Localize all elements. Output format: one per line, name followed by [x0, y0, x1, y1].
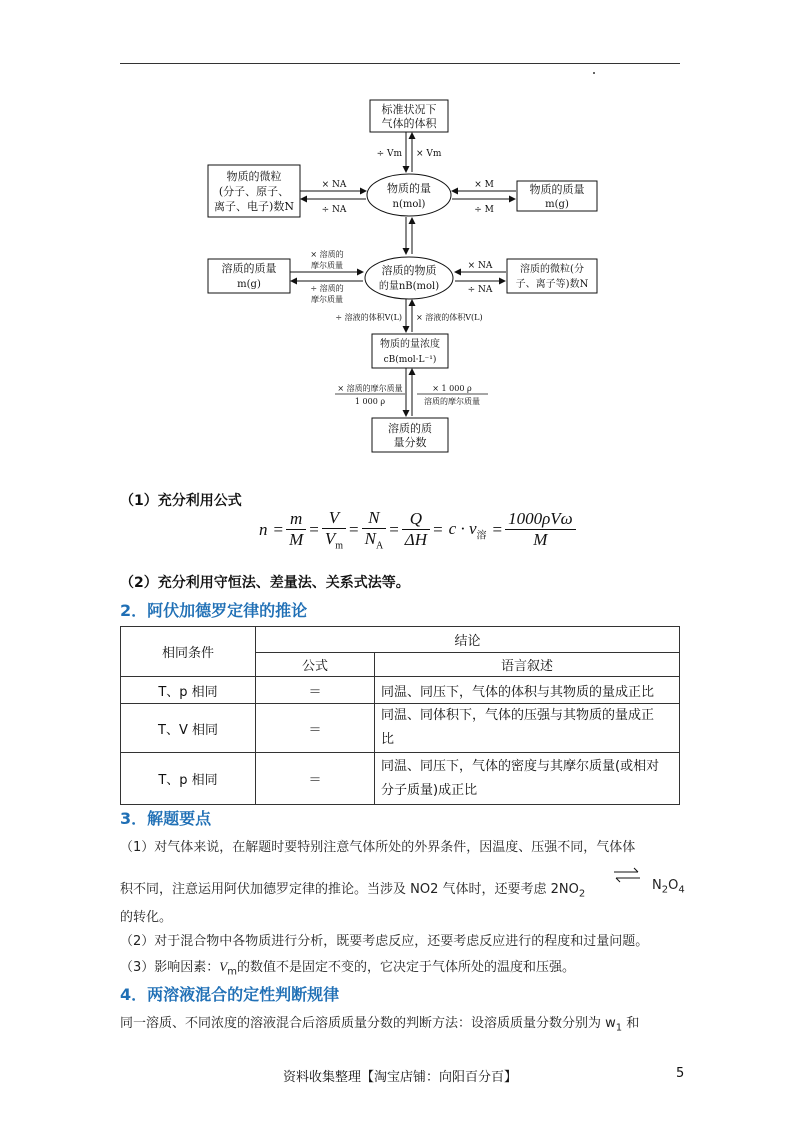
avogadro-table: [120, 626, 680, 805]
key-point-1-line3: 的转化。: [120, 910, 173, 925]
mixing-tail: 和: [622, 1016, 640, 1031]
formula-Vm-base: V: [324, 529, 336, 548]
solute-amount-ellipse-line1: 溶质的物质: [381, 264, 437, 277]
label-div-vm: ÷ Vm: [376, 149, 402, 159]
mass-fraction-box-line1: 溶质的质: [388, 422, 432, 435]
table-cell-condition: T、p 相同: [121, 677, 256, 704]
formula-NA-base: N: [364, 529, 376, 548]
label-conv-right-den: 溶质的摩尔质量: [424, 397, 480, 406]
solute-particle-box-line2: 子、离子等)数N: [515, 279, 589, 290]
equilibrium-arrow-icon: [612, 866, 642, 886]
table-row: [121, 677, 680, 704]
statement-line: 分子质量)成正比: [381, 782, 478, 798]
formula-n: [256, 508, 576, 551]
label-mul-na: × NA: [321, 180, 347, 190]
header-dot: [593, 72, 595, 74]
mass-box-line2: m(g): [545, 199, 569, 210]
table-cell-statement: [375, 704, 680, 753]
formula-NA: [362, 529, 387, 551]
table-cell-statement: [375, 677, 680, 704]
amount-ellipse-line2: n(mol): [392, 199, 426, 210]
mixing-paragraph: [120, 1012, 639, 1034]
particle-box-line1: 物质的微粒: [226, 170, 282, 183]
label-mul-molar-1: × 溶质的: [310, 250, 344, 259]
mixing-text: 同一溶质、不同浓度的溶液混合后溶质质量分数的判断方法：设溶质质量分数分别为 w: [120, 1016, 616, 1031]
table-cell-formula: ＝: [256, 704, 375, 753]
section-title-mixing: 4．两溶液混合的定性判断规律: [120, 985, 340, 1004]
mass-fraction-box-line2: 量分数: [393, 436, 427, 449]
section-title-avogadro: 2．阿伏加德罗定律的推论: [120, 601, 308, 620]
formula-NA-sub: A: [375, 540, 384, 552]
formula-eq-5: =: [433, 519, 443, 539]
table-cell-condition: T、p 相同: [121, 753, 256, 805]
table-cell-statement: [375, 753, 680, 805]
formula-frac-qdh: [402, 509, 430, 550]
table-header-statement: 语言叙述: [375, 653, 680, 677]
key-point-1-line1: （1）对气体来说，在解题时要特别注意气体所处的外界条件，因温度、压强不同，气体体: [120, 840, 636, 855]
concentration-box-line1: 物质的量浓度: [380, 339, 440, 350]
species-n-sub: 2: [661, 884, 669, 896]
section-title-key-points: 3．解题要点: [120, 809, 212, 828]
key-point-3-post: 的数值不是固定不变的，它决定于气体所处的温度和压强。: [236, 960, 575, 975]
formula-m: m: [286, 509, 306, 530]
formula-cv-sub: 溶: [476, 529, 487, 541]
label-mul-vol: × 溶液的体积V(L): [416, 313, 483, 322]
solute-mass-box-line2: m(g): [237, 279, 261, 290]
statement-line: 同温、同压下，气体的密度与其摩尔质量(或相对: [381, 758, 660, 774]
label-conv-left-den: 1 000 ρ: [354, 397, 386, 406]
formula-Vm-sub: m: [335, 540, 344, 552]
mixing-sub: 1: [615, 1022, 623, 1034]
label-div-vol: ÷ 溶液的体积V(L): [335, 313, 402, 322]
volume-box-line1: 标准状况下: [381, 103, 437, 116]
key-point-1-species: [652, 878, 685, 896]
concentration-box-line2: cB(mol·L⁻¹): [383, 355, 437, 365]
formula-dH: ΔH: [404, 530, 428, 550]
item-use-formula: （1）充分利用公式: [120, 493, 242, 509]
particle-box-line2: (分子、原子、: [218, 185, 290, 198]
label-div-molar-1: ÷ 溶质的: [310, 284, 344, 293]
statement-line: 同温、同压下，气体的体积与其物质的量成正比: [381, 684, 655, 700]
species-o: O: [668, 878, 679, 893]
formula-Vm: [322, 529, 346, 551]
label-mul-na2: × NA: [467, 261, 493, 271]
label-mul-m: × M: [474, 180, 494, 190]
formula-V: V: [322, 508, 346, 529]
solute-particle-box-line1: 溶质的微粒(分: [520, 264, 584, 275]
statement-line: 同温、同体积下，气体的压强与其物质的量成正: [381, 708, 655, 723]
page-number: 5: [676, 1066, 685, 1081]
table-cell-formula: ＝: [256, 753, 375, 805]
particle-box-line3: 离子、电子)数N: [214, 200, 294, 213]
header-rule: [120, 63, 680, 64]
label-div-m: ÷ M: [474, 205, 494, 215]
formula-Q: Q: [402, 509, 430, 530]
mass-box-line1: 物质的质量: [529, 183, 585, 196]
volume-box-line2: 气体的体积: [381, 117, 437, 130]
formula-eq-3: =: [349, 519, 359, 539]
formula-eq-6: =: [492, 519, 503, 539]
formula-big-den: M: [533, 530, 548, 550]
formula-frac-big: [505, 509, 576, 550]
formula-N: N: [362, 508, 387, 529]
table-header-condition: 相同条件: [121, 627, 256, 677]
label-div-na2: ÷ NA: [467, 285, 493, 295]
formula-big-num: 1000ρVω: [505, 509, 576, 530]
table-row: [121, 704, 680, 753]
label-conv-right-num: × 1 000 ρ: [432, 384, 472, 393]
footer-text: 资料收集整理【淘宝店铺：向阳百分百】: [282, 1070, 517, 1085]
formula-frac-nna: [362, 508, 387, 551]
label-mul-vm: × Vm: [416, 149, 442, 159]
formula-eq-4: =: [389, 519, 399, 539]
table-header-row-1: [121, 627, 680, 653]
amount-ellipse-line1: 物质的量: [387, 182, 431, 195]
formula-M: M: [289, 530, 304, 550]
formula-cv-base: c · v: [448, 518, 477, 538]
table-cell-condition: T、V 相同: [121, 704, 256, 753]
key-point-1-line2: [120, 878, 585, 900]
species-n: N: [652, 878, 662, 893]
table-row: [121, 753, 680, 805]
table-cell-formula: ＝: [256, 677, 375, 704]
item-conservation-methods: （2）充分利用守恒法、差量法、关系式法等。: [120, 575, 410, 591]
formula-eq-2: =: [309, 519, 319, 539]
formula-frac-mM: [286, 509, 306, 550]
solute-amount-ellipse-line2: 的量nB(mol): [378, 281, 440, 292]
key-point-3: [120, 956, 575, 978]
formula-cv: [449, 519, 487, 541]
table-header-formula: 公式: [256, 653, 375, 677]
key-point-3-pre: （3）影响因素：: [120, 960, 220, 975]
key-point-3-v: V: [219, 959, 228, 974]
label-conv-left-num: × 溶质的摩尔质量: [337, 384, 403, 393]
formula-var-n: n: [259, 519, 268, 539]
statement-line: 比: [381, 732, 395, 747]
label-mul-molar-2: 摩尔质量: [311, 261, 343, 270]
label-div-na: ÷ NA: [321, 205, 347, 215]
table-header-conclusion: 结论: [256, 627, 680, 653]
formula-frac-vvm: [322, 508, 346, 551]
label-div-molar-2: 摩尔质量: [311, 295, 343, 304]
key-point-2: （2）对于混合物中各物质进行分析，既要考虑反应，还要考虑反应进行的程度和过量问题。: [120, 934, 649, 949]
conversion-diagram: [200, 92, 620, 457]
key-point-1-text: 积不同，注意运用阿伏加德罗定律的推论。当涉及 NO2 气体时，还要考虑 2NO: [120, 882, 579, 897]
key-point-1-sub: 2: [578, 888, 586, 900]
solute-mass-box-line1: 溶质的质量: [221, 262, 277, 275]
formula-eq-1: =: [273, 519, 284, 539]
species-o-sub: 4: [678, 884, 685, 896]
key-point-3-sub: m: [227, 966, 237, 978]
